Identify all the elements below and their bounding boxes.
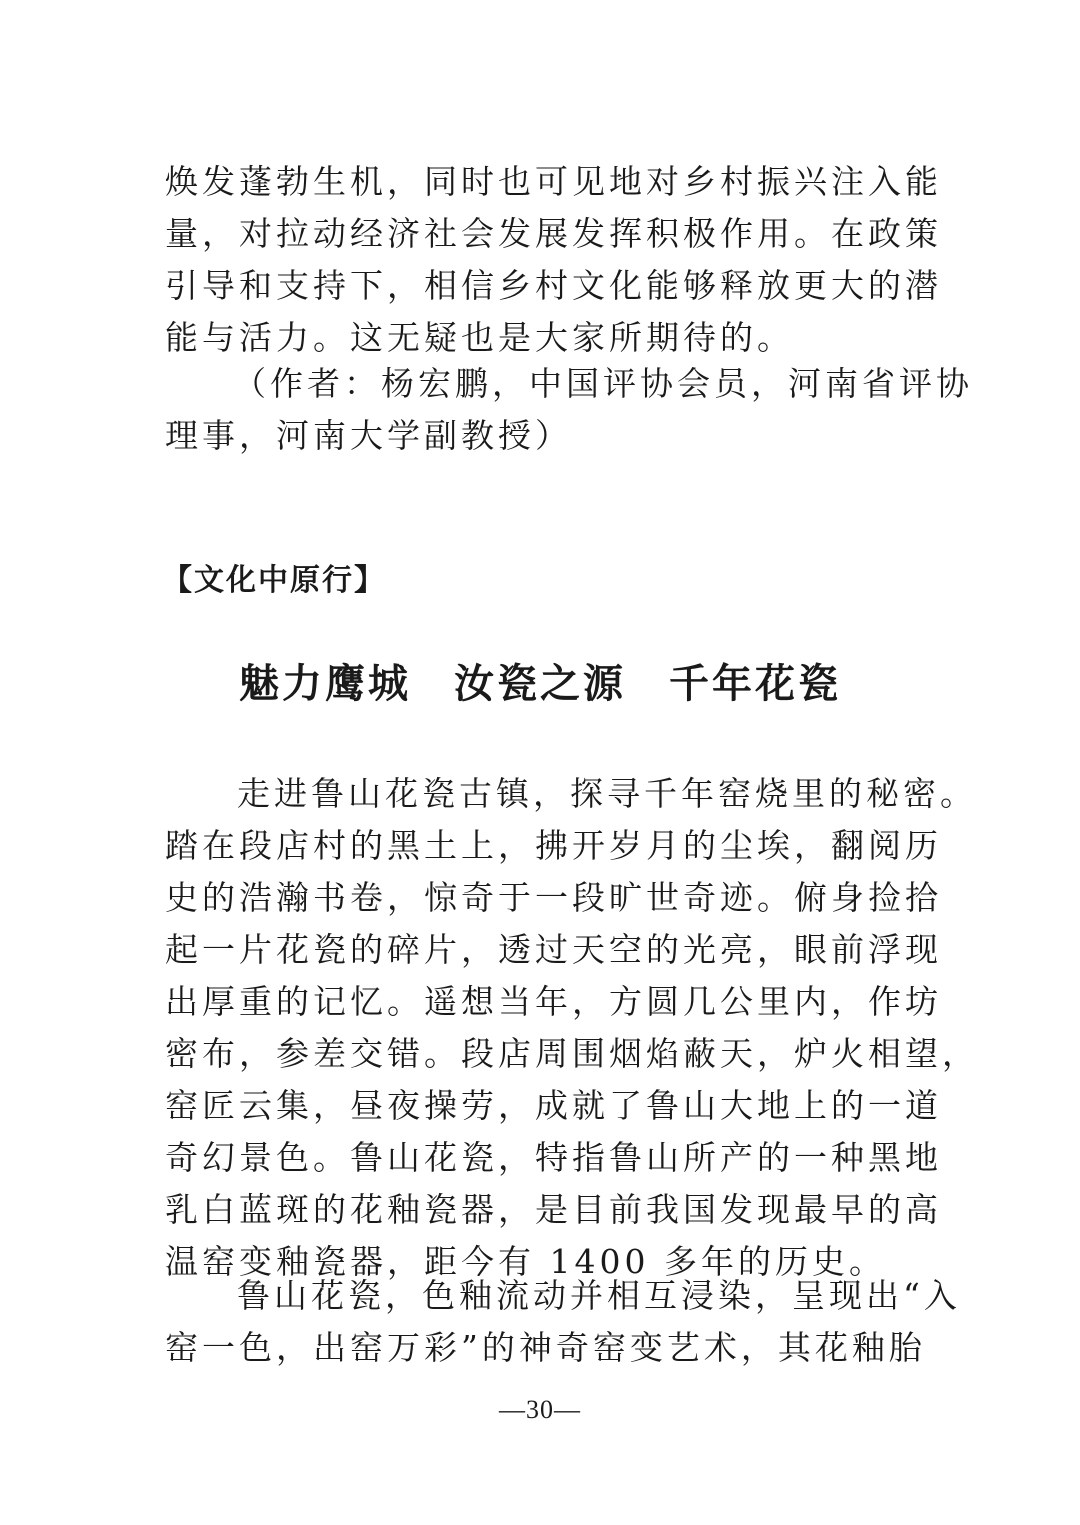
paragraph-1 <box>165 768 979 1288</box>
intro-line: 焕发蓬勃生机，同时也可见地对乡村振兴注入能 <box>165 162 942 201</box>
author-note-line: （作者：杨宏鹏，中国评协会员，河南省评协 <box>233 364 973 403</box>
paragraph-1-line: 密布，参差交错。段店周围烟焰蔽天，炉火相望， <box>165 1034 979 1073</box>
intro-line: 量，对拉动经济社会发展发挥积极作用。在政策 <box>165 214 942 253</box>
paragraph-1-line: 奇幻景色。鲁山花瓷，特指鲁山所产的一种黑地 <box>165 1138 942 1177</box>
paragraph-1-line: 出厚重的记忆。遥想当年，方圆几公里内，作坊 <box>165 982 942 1021</box>
paragraph-1-line: 走进鲁山花瓷古镇，探寻千年窑烧里的秘密。 <box>237 774 977 813</box>
paragraph-1-line: 起一片花瓷的碎片，透过天空的光亮，眼前浮现 <box>165 930 942 969</box>
paragraph-1-line: 温窑变釉瓷器，距今有 1400 多年的历史。 <box>165 1242 886 1281</box>
intro-line: 能与活力。这无疑也是大家所期待的。 <box>165 318 794 357</box>
paragraph-1-line: 史的浩瀚书卷，惊奇于一段旷世奇迹。俯身捡拾 <box>165 878 942 917</box>
author-note-line: 理事，河南大学副教授） <box>165 416 572 455</box>
page-number: —30— <box>499 1395 581 1424</box>
author-note <box>165 358 973 462</box>
paragraph-2-line: 窑一色，出窑万彩”的神奇窑变艺术，其花釉胎 <box>165 1328 926 1367</box>
article-title: 魅力鹰城 汝瓷之源 千年花瓷 <box>239 660 841 707</box>
intro-line: 引导和支持下，相信乡村文化能够释放更大的潜 <box>165 266 942 305</box>
paragraph-1-line: 乳白蓝斑的花釉瓷器，是目前我国发现最早的高 <box>165 1190 942 1229</box>
paragraph-2-line: 鲁山花瓷，色釉流动并相互浸染，呈现出“入 <box>237 1276 961 1315</box>
paragraph-1-line: 踏在段店村的黑土上，拂开岁月的尘埃，翻阅历 <box>165 826 942 865</box>
paragraph-2 <box>165 1270 961 1374</box>
intro-paragraph <box>165 156 942 364</box>
section-label: 【文化中原行】 <box>162 563 386 598</box>
paragraph-1-line: 窑匠云集，昼夜操劳，成就了鲁山大地上的一道 <box>165 1086 942 1125</box>
